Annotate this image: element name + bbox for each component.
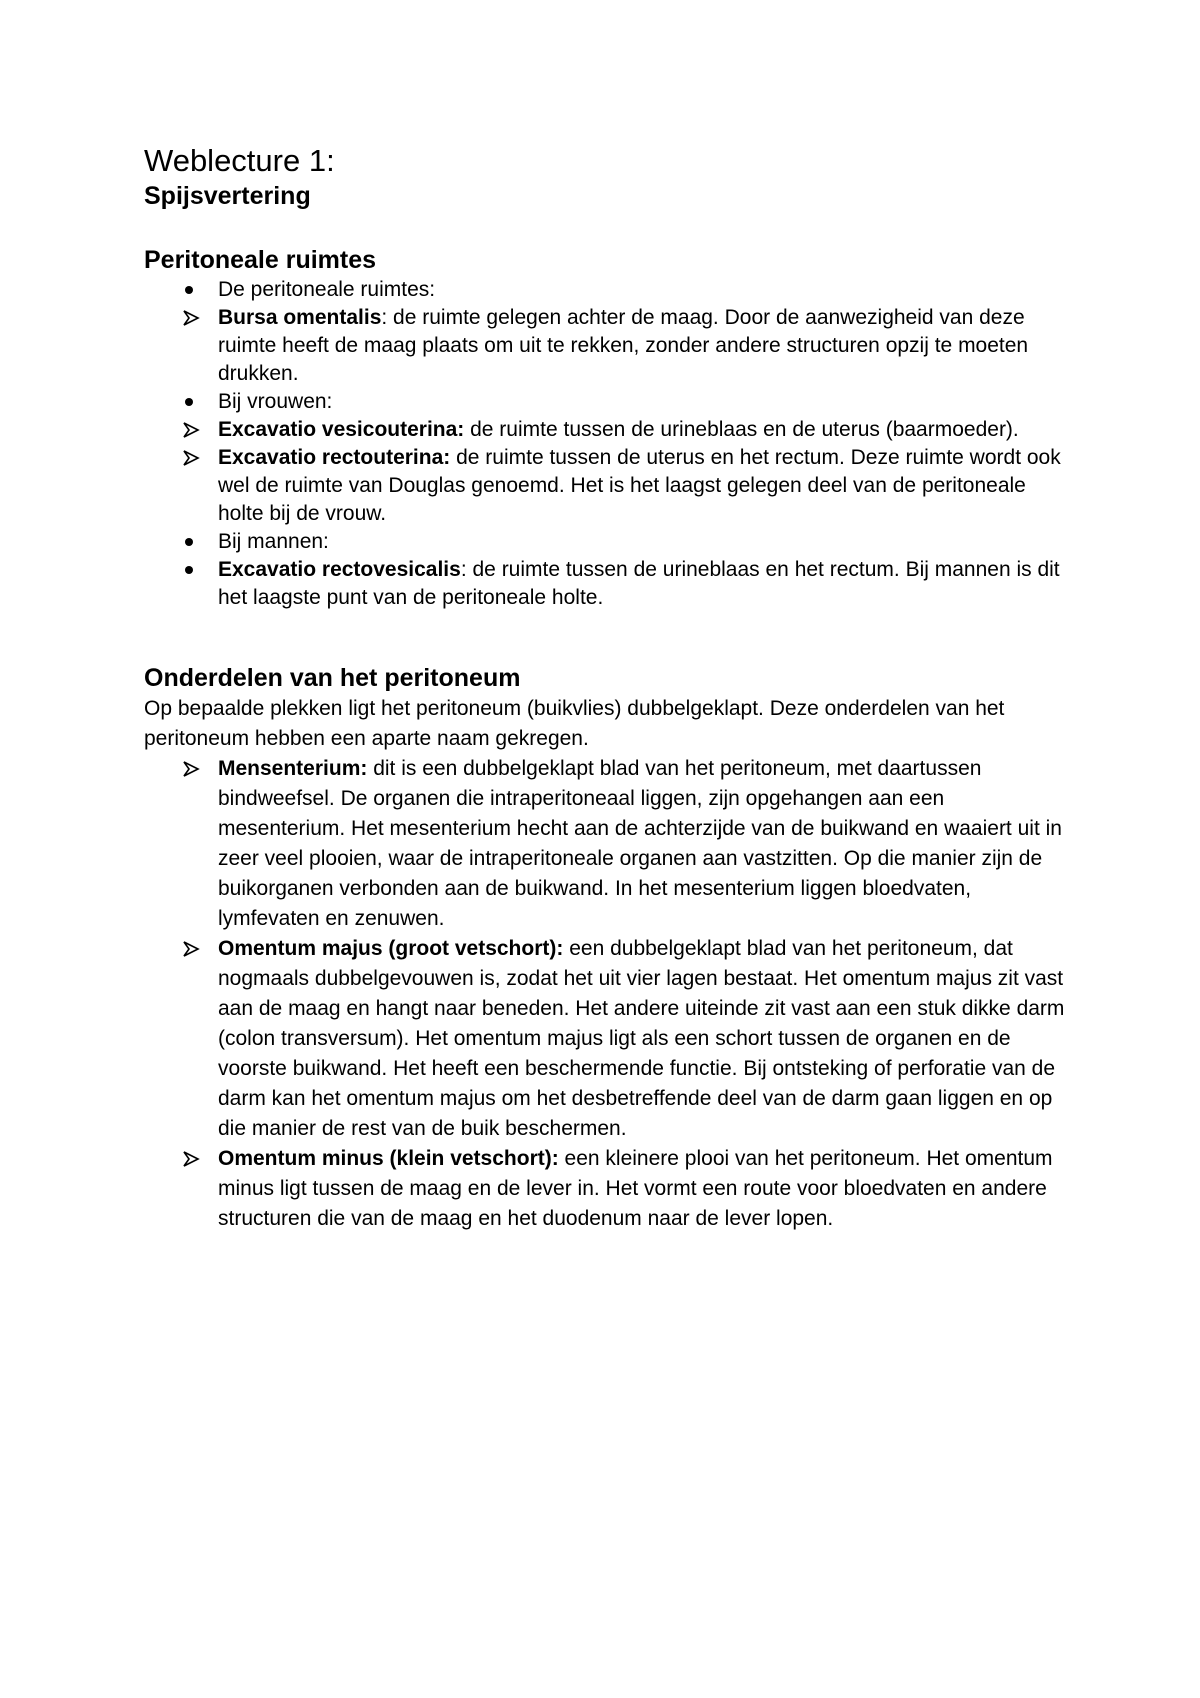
list-item-term: Excavatio rectovesicalis [218, 558, 461, 581]
arrow-bullet-icon [182, 760, 200, 778]
bullet-icon [185, 398, 193, 406]
list-item [144, 416, 1074, 444]
list-item-text: : de ruimte tussen de urineblaas en het rectum. Bij mannen is dit het laagste punt van de peritoneale holte. [218, 558, 1060, 609]
list-item-text: een dubbelgeklapt blad van het peritoneum, dat nogmaals dubbelgevouwen is, zodat het uit vier lagen bestaat. Het omentum majus zit vast aan de maag en hangt naar beneden. Het andere uiteinde zit vast aan een stuk dikke darm (colon transversum). Het omentum majus ligt als een schort tussen de organen en de voorste buikwand. Het heeft een beschermende functie. Bij ontsteking of perforatie van de darm kan het omentum majus om het desbetreffende deel van de darm gaan liggen en op die manier de rest van de buik beschermen. [218, 937, 1065, 1140]
list-item-text: Bij vrouwen: [218, 390, 333, 413]
list-item [144, 754, 1074, 934]
list-item [144, 276, 1074, 304]
section-heading-onderdelen: Onderdelen van het peritoneum [144, 664, 521, 692]
list-item-term: Excavatio vesicouterina: [218, 418, 465, 441]
list-item-term: Omentum majus (groot vetschort): [218, 937, 564, 960]
list-item [144, 444, 1074, 528]
list-item-term: Mensenterium: [218, 757, 368, 780]
list-item-text: dit is een dubbelgeklapt blad van het peritoneum, met daartussen bindweefsel. De organen die intraperitoneaal liggen, zijn opgehangen aan een mesenterium. Het mesenterium hecht aan de achterzijde van de buikwand en waaiert uit in zeer veel plooien, waar de intraperitoneale organen aan vastzitten. Op die manier zijn de buikorganen verbonden aan de buikwand. In het mesenterium liggen bloedvaten, lymfevaten en zenuwen. [218, 757, 1062, 930]
list-item-text: Bij mannen: [218, 530, 329, 553]
arrow-bullet-icon [182, 449, 200, 467]
list-item [144, 934, 1074, 1144]
list-item [144, 556, 1074, 612]
list-item-text: een kleinere plooi van het peritoneum. Het omentum minus ligt tussen de maag en de lever in. Het vormt een route voor bloedvaten en andere structuren die van de maag en het duodenum naar de lever lopen. [218, 1147, 1053, 1230]
list-item [144, 388, 1074, 416]
arrow-bullet-icon [182, 421, 200, 439]
document-title: Weblecture 1: [144, 143, 335, 178]
section-intro-paragraph: Op bepaalde plekken ligt het peritoneum (buikvlies) dubbelgeklapt. Deze onderdelen van het peritoneum hebben een aparte naam gekregen. [144, 697, 1005, 750]
list-item [144, 528, 1074, 556]
section-heading-peritoneale-ruimtes: Peritoneale ruimtes [144, 246, 377, 274]
list-item [144, 304, 1074, 388]
list-item [144, 1144, 1074, 1234]
bullet-icon [185, 566, 193, 574]
arrow-bullet-icon [182, 309, 200, 327]
arrow-bullet-icon [182, 940, 200, 958]
onderdelen-list [144, 754, 1074, 1234]
list-item-term: Bursa omentalis [218, 306, 382, 329]
list-item-term: Omentum minus (klein vetschort): [218, 1147, 559, 1170]
bullet-icon [185, 538, 193, 546]
bullet-icon [185, 286, 193, 294]
document-page [144, 142, 1074, 1234]
list-item-text: : de ruimte gelegen achter de maag. Door de aanwezigheid van deze ruimte heeft de maag plaats om uit te rekken, zonder andere structuren opzij te moeten drukken. [218, 306, 1029, 385]
arrow-bullet-icon [182, 1150, 200, 1168]
list-item-text: De peritoneale ruimtes: [218, 278, 436, 301]
list-item-text: de ruimte tussen de uterus en het rectum. Deze ruimte wordt ook wel de ruimte van Douglas genoemd. Het is het laagst gelegen deel van de peritoneale holte bij de vrouw. [218, 446, 1061, 525]
list-item-term: Excavatio rectouterina: [218, 446, 451, 469]
list-item-text: de ruimte tussen de urineblaas en de uterus (baarmoeder). [464, 418, 1019, 441]
peritoneale-ruimtes-list [144, 276, 1074, 612]
document-subtitle: Spijsvertering [144, 182, 311, 210]
